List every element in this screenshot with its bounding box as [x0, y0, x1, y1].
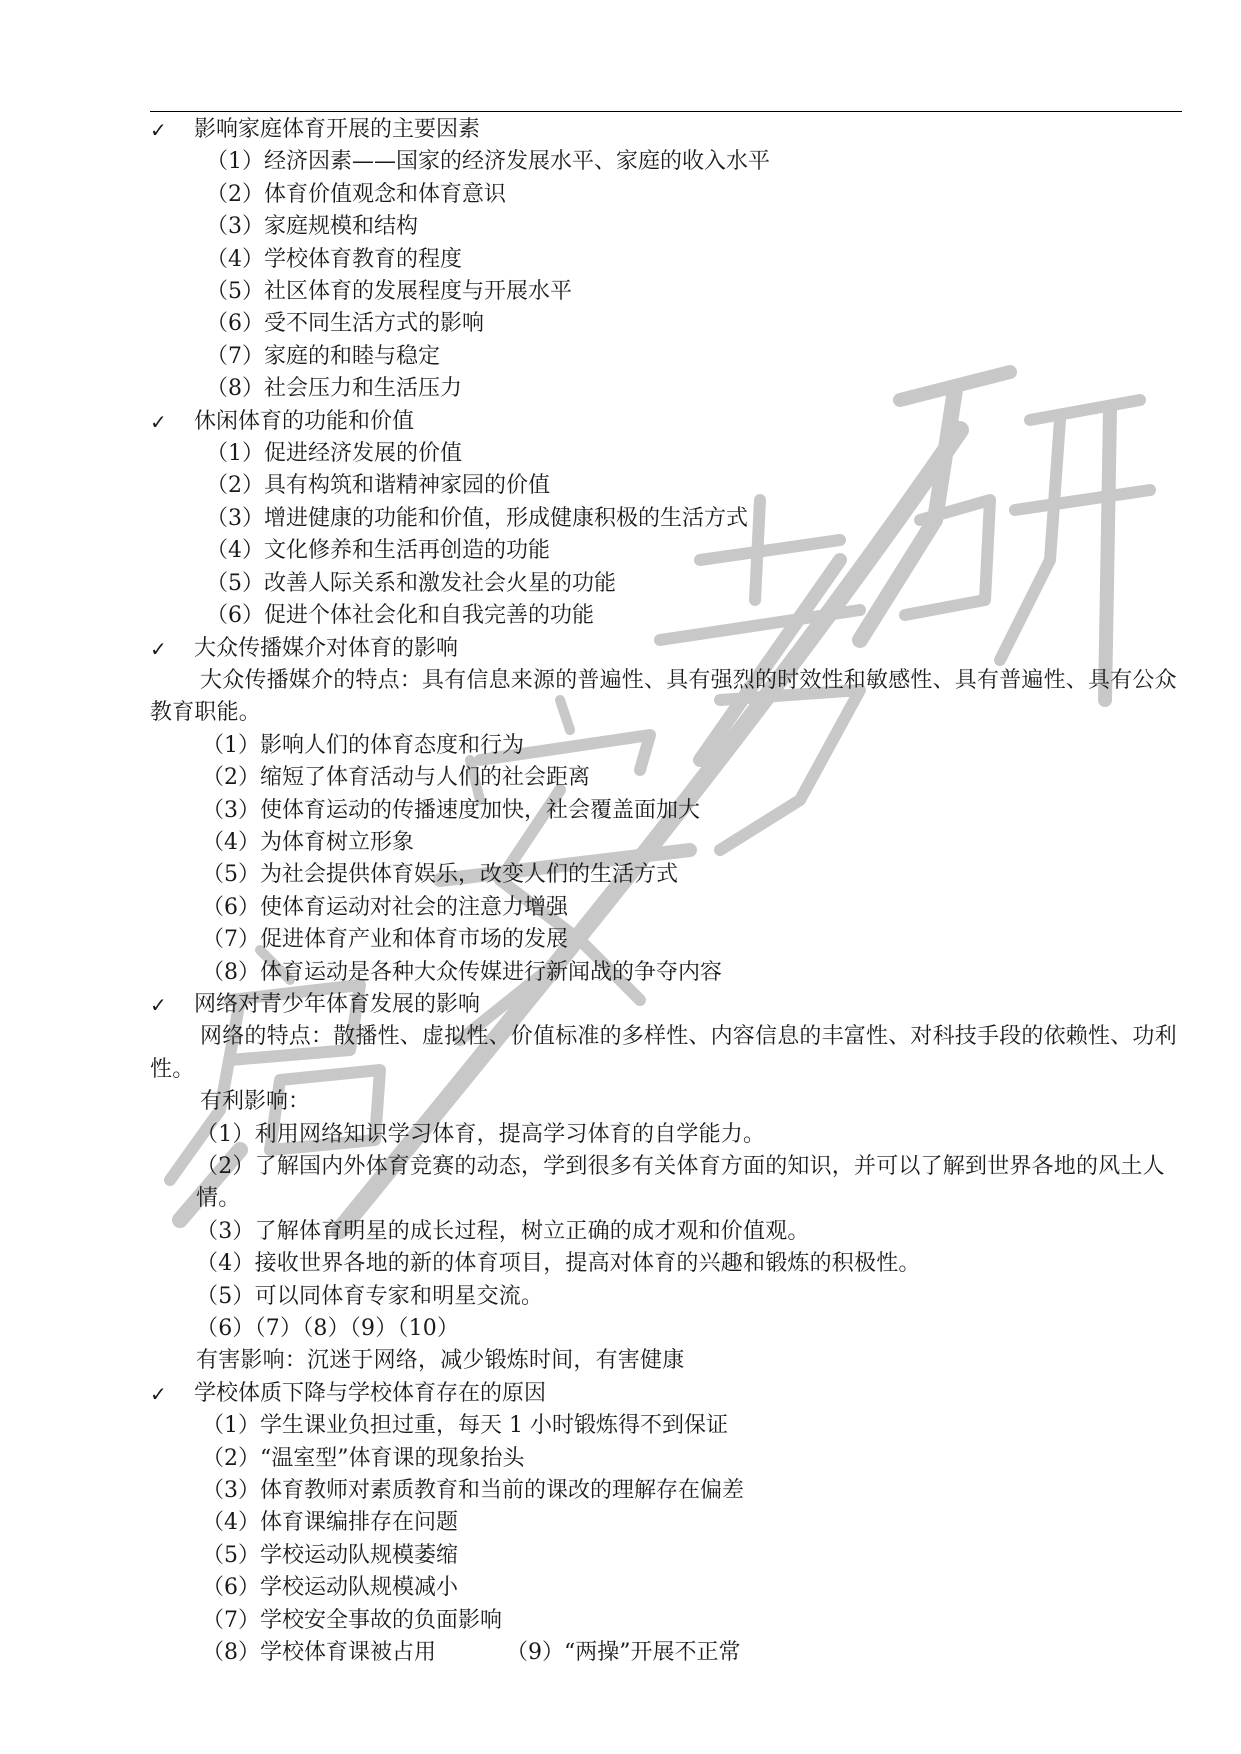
list-item: （1）学生课业负担过重，每天 1 小时锻炼得不到保证: [202, 1413, 728, 1439]
list-item: （3）使体育运动的传播速度加快，社会覆盖面加大: [202, 797, 700, 823]
list-item: （6）受不同生活方式的影响: [206, 311, 484, 337]
list-item: （7）促进体育产业和体育市场的发展: [202, 927, 568, 953]
list-item: （6）使体育运动对社会的注意力增强: [202, 894, 568, 920]
check-icon: ✓: [150, 636, 167, 661]
list-item: （5）社区体育的发展程度与开展水平: [206, 279, 572, 305]
list-item: （8）体育运动是各种大众传媒进行新闻战的争夺内容: [202, 959, 722, 985]
list-item: （4）为体育树立形象: [202, 829, 414, 855]
section-heading: ✓ 影响家庭体育开展的主要因素: [150, 114, 1190, 146]
document-body: [150, 114, 1190, 1670]
list-item: （7）家庭的和睦与稳定: [206, 343, 440, 369]
list-item: （1）利用网络知识学习体育，提高学习体育的自学能力。: [196, 1121, 766, 1147]
list-item: （2）缩短了体育活动与人们的社会距离: [202, 765, 590, 791]
list-item: （1）影响人们的体育态度和行为: [202, 732, 524, 758]
list-item: （4）接收世界各地的新的体育项目，提高对体育的兴趣和锻炼的积极性。: [196, 1251, 921, 1277]
list-item: （8）学校体育课被占用: [202, 1640, 436, 1666]
section-heading: ✓ 学校体质下降与学校体育存在的原因: [150, 1378, 1190, 1410]
list-item: （5）改善人际关系和激发社会火星的功能: [206, 570, 616, 596]
section-intro: 网络的特点：散播性、虚拟性、价值标准的多样性、内容信息的丰富性、对科技手段的依赖性、功利性。: [150, 1024, 1177, 1082]
list-item: （2）体育价值观念和体育意识: [206, 181, 506, 207]
check-icon: ✓: [150, 409, 167, 434]
check-icon: ✓: [150, 992, 167, 1017]
list-item: （4）体育课编排存在问题: [202, 1510, 458, 1536]
list-item: （2）“温室型”体育课的现象抬头: [202, 1445, 525, 1471]
list-item: （5）可以同体育专家和明星交流。: [196, 1283, 544, 1309]
list-item: （3）家庭规模和结构: [206, 214, 418, 240]
section-intro: 大众传播媒介的特点：具有信息来源的普遍性、具有强烈的时效性和敏感性、具有普遍性、具有公众教育职能。: [150, 667, 1177, 726]
list-item: （6）学校运动队规模减小: [202, 1575, 458, 1601]
negative-impact: 有害影响：沉迷于网络，减少锻炼时间，有害健康: [196, 1348, 685, 1374]
check-icon: ✓: [150, 1381, 167, 1406]
check-icon: ✓: [150, 118, 167, 142]
list-item-pair: [150, 1637, 1190, 1669]
list-item: （7）学校安全事故的负面影响: [202, 1607, 502, 1633]
list-item: （8）社会压力和生活压力: [206, 376, 462, 402]
positive-label: 有利影响：: [200, 1089, 311, 1115]
list-item: （2）具有构筑和谐精神家园的价值: [206, 473, 550, 499]
list-item: （1）经济因素——国家的经济发展水平、家庭的收入水平: [206, 149, 770, 175]
section-heading: ✓ 大众传播媒介对体育的影响: [150, 633, 1190, 665]
list-item: （5）为社会提供体育娱乐，改变人们的生活方式: [202, 862, 678, 888]
list-item: （3）了解体育明星的成长过程，树立正确的成才观和价值观。: [196, 1218, 810, 1244]
list-item: （3）体育教师对素质教育和当前的课改的理解存在偏差: [202, 1478, 744, 1504]
list-item: （4）学校体育教育的程度: [206, 246, 462, 272]
list-item: （1）促进经济发展的价值: [206, 441, 462, 467]
list-item: （9）“两操”开展不正常: [506, 1640, 741, 1666]
list-item: （3）增进健康的功能和价值，形成健康积极的生活方式: [206, 505, 748, 531]
list-item: （4）文化修养和生活再创造的功能: [206, 538, 550, 564]
list-item: （6）促进个体社会化和自我完善的功能: [206, 603, 594, 629]
section-heading: ✓ 休闲体育的功能和价值: [150, 406, 1190, 438]
list-item: （5）学校运动队规模萎缩: [202, 1542, 458, 1568]
section-heading: ✓ 网络对青少年体育发展的影响: [150, 989, 1190, 1021]
list-item: （6）（7）（8）（9）（10）: [196, 1316, 460, 1342]
list-item: （2）了解国内外体育竞赛的动态，学到很多有关体育方面的知识，并可以了解到世界各地的风土人情。: [196, 1154, 1165, 1212]
header-rule: [150, 111, 1182, 112]
